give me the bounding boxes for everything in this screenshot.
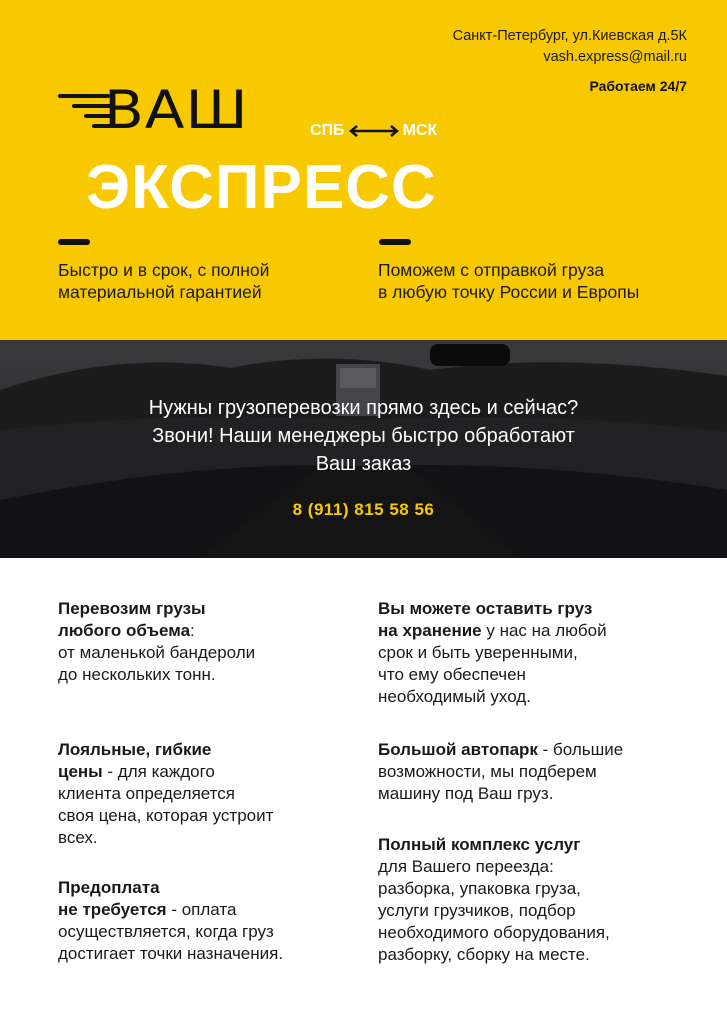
service-fleet: Большой автопарк - большие возможности, мы подберем машину под Ваш груз. (378, 740, 624, 803)
divider-dash (379, 239, 411, 245)
working-hours: Работаем 24/7 (589, 78, 687, 94)
email-text[interactable]: vash.express@mail.ru (543, 49, 687, 65)
route-from: СПБ (310, 122, 345, 139)
divider-dash (58, 239, 90, 245)
service-cargo: Перевозим грузы любого объема: от маленькой бандероли до нескольких тонн. (58, 599, 256, 684)
brand-name: ЭКСПРЕСС (86, 153, 437, 222)
banner-message: Нужны грузоперевозки прямо здесь и сейчас? Звони! Наши менеджеры быстро обработают Ваш заказ (148, 397, 579, 475)
call-to-action-banner (0, 340, 727, 558)
feature-guarantee: Быстро и в срок, с полной материальной гарантией (58, 260, 270, 302)
feature-delivery: Поможем с отправкой груза в любую точку России и Европы (378, 260, 640, 302)
service-prices: Лояльные, гибкие цены - для каждого клиента определяется своя цена, которая устроит всех. (58, 740, 274, 847)
address-text: Санкт-Петербург, ул.Киевская д.5К (452, 28, 687, 44)
service-storage: Вы можете оставить груз на хранение у нас на любой срок и быть уверенными, что ему обеспечен необходимый уход. (378, 599, 607, 706)
logo-word: ВАШ (104, 79, 249, 141)
route-to: МСК (402, 122, 438, 139)
contacts-block (453, 26, 687, 68)
header-section (0, 0, 727, 340)
route-label (310, 122, 437, 140)
service-complex: Полный комплекс услуг для Вашего переезда: разборка, упаковка груза, услуги грузчиков, подбор необходимого оборудования, разборку, сборку на месте. (378, 835, 610, 964)
service-prepay: Предоплата не требуется - оплата осуществляется, когда груз достигает точки назначения. (58, 878, 284, 963)
double-arrow-icon (348, 125, 400, 137)
phone-number[interactable]: 8 (911) 815 58 56 (292, 500, 435, 519)
